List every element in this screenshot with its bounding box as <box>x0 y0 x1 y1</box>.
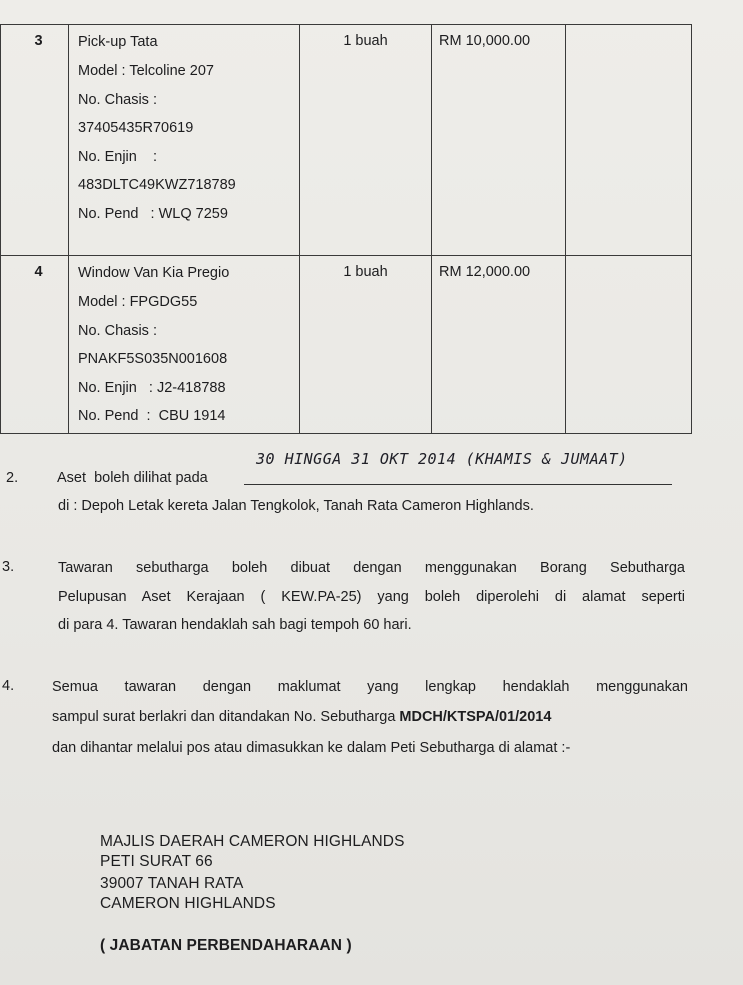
asset-engine-label: No. Enjin : <box>78 148 157 165</box>
address-line-4: CAMERON HIGHLANDS <box>100 895 276 912</box>
asset-number: 4 <box>34 264 43 280</box>
asset-price-cell <box>432 256 566 434</box>
asset-chasis-value: 37405435R70619 <box>78 120 194 137</box>
asset-model: Model : FPGDG55 <box>78 294 198 310</box>
section-2-number: 2. <box>6 470 19 486</box>
section-4-number: 4. <box>2 678 15 694</box>
quotation-number: MDCH/KTSPA/01/2014 <box>399 709 552 725</box>
asset-engine: No. Enjin : J2-418788 <box>78 379 226 396</box>
empty-cell <box>566 25 692 256</box>
asset-registration: No. Pend : WLQ 7259 <box>78 205 228 222</box>
asset-price: RM 10,000.00 <box>439 33 531 49</box>
handwritten-date: 30 HINGGA 31 OKT 2014 (KHAMIS & JUMAAT) <box>256 450 628 468</box>
table-row <box>1 256 692 434</box>
asset-quantity: 1 buah <box>343 33 388 49</box>
empty-cell <box>566 256 692 434</box>
asset-quantity-cell <box>300 25 432 256</box>
asset-price-cell <box>432 25 566 256</box>
address-line-2: PETI SURAT 66 <box>100 853 213 870</box>
asset-description-cell <box>69 25 300 256</box>
asset-chasis-label: No. Chasis : <box>78 91 157 108</box>
section-2-label: Aset boleh dilihat pada <box>57 470 208 486</box>
asset-engine-value: 483DLTC49KWZ718789 <box>78 177 236 194</box>
department-name: ( JABATAN PERBENDAHARAAN ) <box>100 937 352 954</box>
asset-number-cell <box>1 256 69 434</box>
asset-name: Window Van Kia Pregio <box>78 265 230 281</box>
asset-price: RM 12,000.00 <box>439 264 531 280</box>
asset-model: Model : Telcoline 207 <box>78 63 214 79</box>
asset-quantity-cell <box>300 256 432 434</box>
section-4-line-3: dan dihantar melalui pos atau dimasukkan ke dalam Peti Sebutharga di alamat :- <box>52 740 571 756</box>
section-4-line-1: Semua tawaran dengan maklumat yang lengkap hendaklah menggunakan <box>52 679 688 695</box>
section-4-line-2-text: sampul surat berlakri dan ditandakan No. Sebutharga <box>52 709 400 725</box>
asset-table <box>0 24 692 434</box>
address-line-3: 39007 TANAH RATA <box>100 875 244 892</box>
section-3-number: 3. <box>2 559 15 575</box>
asset-number-cell <box>1 25 69 256</box>
asset-name: Pick-up Tata <box>78 34 158 50</box>
asset-quantity: 1 buah <box>343 264 388 280</box>
asset-chasis-value: PNAKF5S035N001608 <box>78 351 228 368</box>
section-3-line-1: Tawaran sebutharga boleh dibuat dengan menggunakan Borang Sebutharga <box>58 560 685 576</box>
fill-in-line <box>244 484 672 485</box>
section-4-line-2 <box>52 709 551 725</box>
asset-chasis-label: No. Chasis : <box>78 322 157 339</box>
asset-number: 3 <box>34 33 43 49</box>
table-row <box>1 25 692 256</box>
section-3-line-3: di para 4. Tawaran hendaklah sah bagi tempoh 60 hari. <box>58 617 412 633</box>
section-2-location: di : Depoh Letak kereta Jalan Tengkolok, Tanah Rata Cameron Highlands. <box>58 498 534 514</box>
asset-description-cell <box>69 256 300 434</box>
section-3-line-2: Pelupusan Aset Kerajaan ( KEW.PA-25) yang boleh diperolehi di alamat seperti <box>58 589 685 605</box>
asset-registration: No. Pend : CBU 1914 <box>78 408 226 425</box>
address-line-1: MAJLIS DAERAH CAMERON HIGHLANDS <box>100 833 405 850</box>
